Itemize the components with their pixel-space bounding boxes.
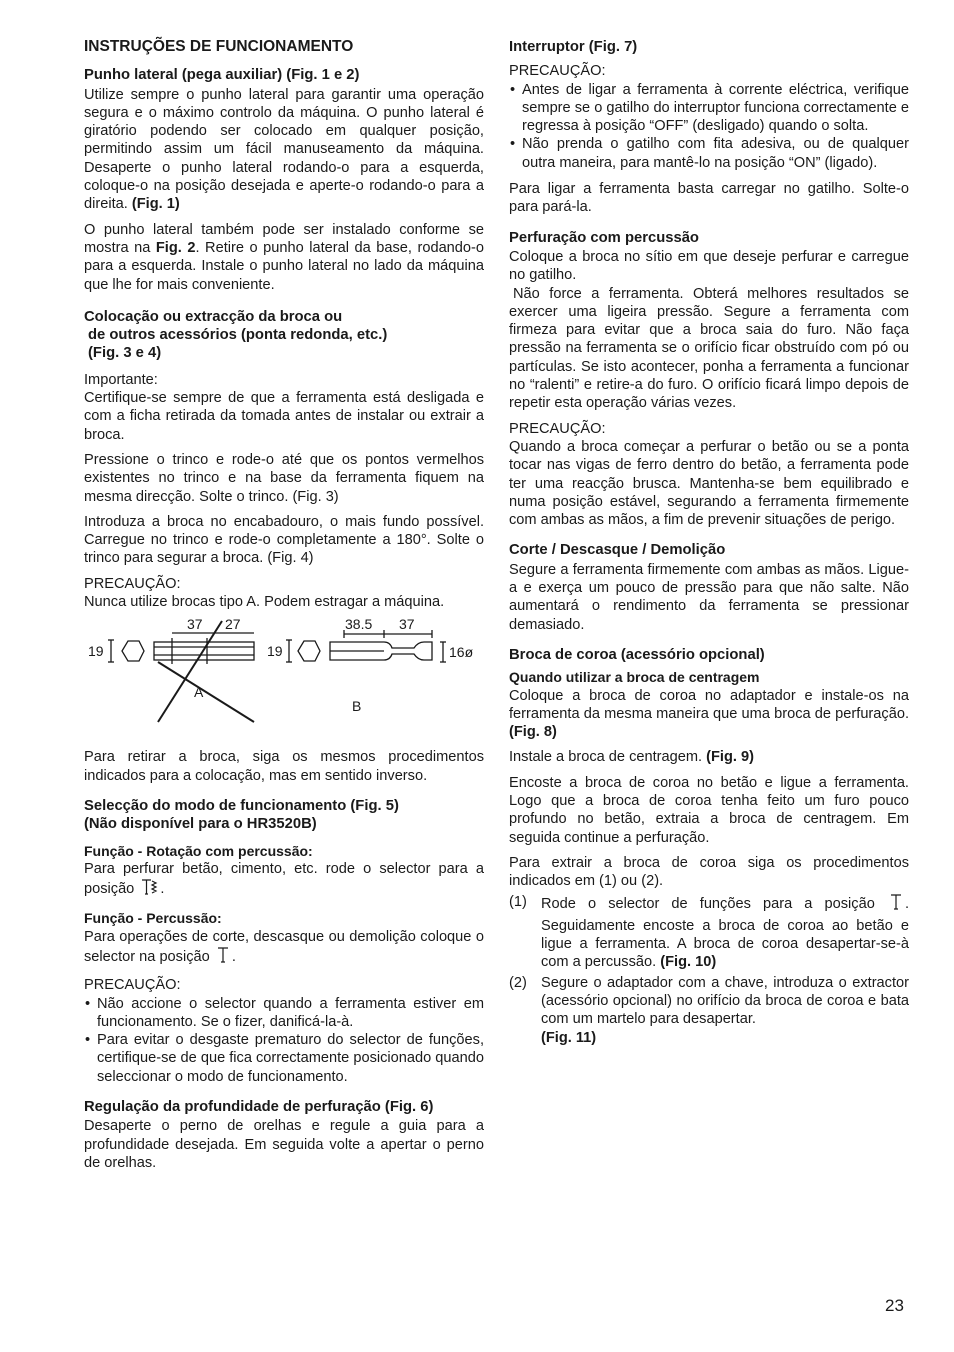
side-handle-paragraph-1: Utilize sempre o punho lateral para garantir uma operação segura e o máximo controlo da máquina. O punho lateral é giratório podendo ser colocado em qualquer posição, permitindo assim um fácil manuseamento da máquina. Desaperte o punho lateral rodando-o para a esquerda, coloque-o na posição desejada e aperte-o rodando-o para a direita. (Fig. 1) xyxy=(84,86,484,213)
list-item: (2) Segure o adaptador com a chave, introduza o extractor (acessório opcional) no orifício da broca de coroa e bata com um martelo para desapertar. (Fig. 11) xyxy=(509,974,909,1046)
side-handle-heading: Punho lateral (pega auxiliar) (Fig. 1 e 2) xyxy=(84,67,360,84)
list-item: • Antes de ligar a ferramenta à corrente eléctrica, verifique sempre se o gatilho do interruptor funciona correctamente e regressa à posição “OFF” (desligado) quando o solta. xyxy=(509,81,909,136)
type-a-label: A xyxy=(194,684,204,701)
hammer-drilling-paragraph-2: Não force a ferramenta. Obterá melhores resultados se exercer uma ligeira pressão. Segure a ferramenta com firmeza para evitar que a broca saia do furo. Não faça pressão na ferramenta se o orifício ficar obstruído com pó ou partículas. Se isto acontecer, ponha a ferramenta a funcionar no “ralenti” e retire-a do furo. O orifício ficará limpo depois de repetir esta operação várias vezes. xyxy=(509,285,909,412)
left-column xyxy=(84,38,484,1179)
rotation-hammer-text: Para perfurar betão, cimento, etc. rode o selector para a posição . xyxy=(84,860,484,902)
core-bit-paragraph-1: Coloque a broca de coroa no adaptador e instale-os na ferramenta da mesma maneira que uma broca de perfuração. (Fig. 8) xyxy=(509,687,909,741)
type-b-dim-2: 37 xyxy=(399,618,415,633)
switch-caution-list xyxy=(509,81,909,172)
hammer-only-text: Para operações de corte, descasque ou demolição coloque o selector na posição . xyxy=(84,928,484,970)
fig1-ref: (Fig. 1) xyxy=(131,196,180,213)
type-b-diameter: 16ø xyxy=(449,644,474,661)
bit-types-figure xyxy=(84,618,484,738)
side-handle-paragraph-2: O punho lateral também pode ser instalado conforme se mostra na Fig. 2. Retire o punho lateral da base, rodando-o para a esquerda. Instale o punho lateral no lado da máquina que lhe for mais conveniente. xyxy=(84,221,485,293)
page-number: 23 xyxy=(885,1296,904,1315)
rotation-hammer-icon xyxy=(140,878,158,901)
fig10-ref: (Fig. 10) xyxy=(660,954,717,971)
hammer-drilling-paragraph-1: Coloque a broca no sítio em que deseje perfurar e carregue no gatilho. xyxy=(509,248,909,284)
switch-paragraph: Para ligar a ferramenta basta carregar no gatilho. Solte-o para pará-la. xyxy=(509,181,909,216)
list-item: (1) Rode o selector de funções para a posição . Seguidamente encoste a broca de coroa ao betão e ligue a ferramenta. A broca de coroa desapertar-se-à com a percussão. (Fig. 10) xyxy=(509,894,909,971)
rotation-hammer-subheading: Função - Rotação com percussão: xyxy=(84,842,313,859)
chipping-paragraph: Segure a ferramenta firmemente com ambas as mãos. Ligue-a e exerça um pouco de pressão para que não salte. Não aumentará o rendimento da ferramenta se pressionar demasiado. xyxy=(509,561,909,633)
right-column xyxy=(509,38,909,1049)
bit-caution: PRECAUÇÃO: Nunca utilize brocas tipo A. Podem estragar a máquina. xyxy=(84,575,445,611)
depth-adjust-heading: Regulação da profundidade de perfuração (Fig. 6) xyxy=(84,1099,434,1116)
fig9-ref: (Fig. 9) xyxy=(706,749,754,766)
core-bit-steps xyxy=(509,893,909,1046)
core-bit-paragraph-3: Encoste a broca de coroa no betão e ligue a ferramenta. Logo que a broca de coroa tenha feito um furo pouco profundo no betão, extraia a broca de centragem. Em seguida continue a perfuração. xyxy=(509,774,909,846)
fig8-ref: (Fig. 8) xyxy=(509,724,557,741)
mode-selection-heading: Selecção do modo de funcionamento (Fig. 5) (Não disponível para o HR3520B) xyxy=(84,797,399,833)
mode-caution-list xyxy=(84,995,484,1086)
core-bit-paragraph-4: Para extrair a broca de coroa siga os procedimentos indicados em (1) ou (2). xyxy=(509,854,909,890)
bit-types-diagram xyxy=(84,618,484,738)
depth-adjust-paragraph: Desaperte o perno de orelhas e regule a guia para a profundidade desejada. Em seguida volte a apertar o perno de orelhas. xyxy=(84,1118,484,1171)
chipping-heading: Corte / Descasque / Demolição xyxy=(509,542,726,559)
section-title: INSTRUÇÕES DE FUNCIONAMENTO xyxy=(84,38,354,55)
bit-install-paragraph-2: Introduza a broca no encabadouro, o mais fundo possível. Carregue no trinco e rode-o completamente a 180°. Solte o trinco para segurar a broca. (Fig. 4) xyxy=(84,513,484,567)
hammer-drilling-caution: PRECAUÇÃO: Quando a broca começar a perfurar o betão ou se a ponta tocar nas vigas de ferro dentro do betão, a ferramenta pode ter uma reacção brusca. Mantenha-se bem equilibrado e numa posição estável, segurando a ferramenta firmemente com ambas as mãos, a fim de prevenir situações de perigo. xyxy=(509,420,909,529)
type-b-hex-size: 19 xyxy=(267,643,283,660)
hammer-drilling-heading: Perfuração com percussão xyxy=(509,229,699,246)
switch-caution-label: PRECAUÇÃO: xyxy=(509,63,606,80)
type-a-dim-2: 27 xyxy=(225,618,241,633)
hammer-only-icon xyxy=(889,893,903,916)
core-bit-heading: Broca de coroa (acessório opcional) xyxy=(509,646,765,663)
bit-removal-paragraph: Para retirar a broca, siga os mesmos procedimentos indicados para a colocação, mas em sentido inverso. xyxy=(84,749,484,784)
important-label: Importante: xyxy=(84,371,158,388)
list-item: • Para evitar o desgaste prematuro do selector de funções, certifique-se de que fica correctamente posicionado quando seleccionar o modo de funcionamento. xyxy=(84,1031,484,1086)
type-b-dim-1: 38.5 xyxy=(345,618,373,633)
hammer-only-icon xyxy=(216,946,230,969)
important-note: Importante: Certifique-se sempre de que a ferramenta está desligada e com a ficha retirada da tomada antes de instalar ou extrair a broca. xyxy=(84,371,484,443)
fig2-ref: Fig. 2 xyxy=(155,239,196,256)
center-pin-subheading: Quando utilizar a broca de centragem xyxy=(509,669,760,686)
switch-heading: Interruptor (Fig. 7) xyxy=(509,39,638,55)
type-a-dim-1: 37 xyxy=(187,618,203,633)
fig11-ref: (Fig. 11) xyxy=(541,1029,597,1046)
mode-caution-label: PRECAUÇÃO: xyxy=(84,977,181,994)
list-item: • Não accione o selector quando a ferramenta estiver em funcionamento. Se o fizer, danificá-la-à. xyxy=(84,995,484,1032)
list-item: • Não prenda o gatilho com fita adesiva, ou de qualquer outra maneira, para mantê-lo na posição “ON” (ligado). xyxy=(509,135,909,172)
type-a-hex-size: 19 xyxy=(88,643,104,660)
core-bit-paragraph-2: Instale a broca de centragem. (Fig. 9) xyxy=(509,749,754,766)
hammer-only-subheading: Função - Percussão: xyxy=(84,910,222,927)
bit-install-heading: Colocação ou extracção da broca ou de outros acessórios (ponta redonda, etc.) (Fig. 3 e 4) xyxy=(84,308,388,362)
caution-label: PRECAUÇÃO: xyxy=(84,575,181,592)
type-b-label: B xyxy=(352,698,362,715)
bit-install-paragraph-1: Pressione o trinco e rode-o até que os pontos vermelhos existentes no trinco e na base da ferramenta fiquem na mesma direcção. Solte o trinco. (Fig. 3) xyxy=(84,451,484,505)
caution-label: PRECAUÇÃO: xyxy=(509,420,606,437)
